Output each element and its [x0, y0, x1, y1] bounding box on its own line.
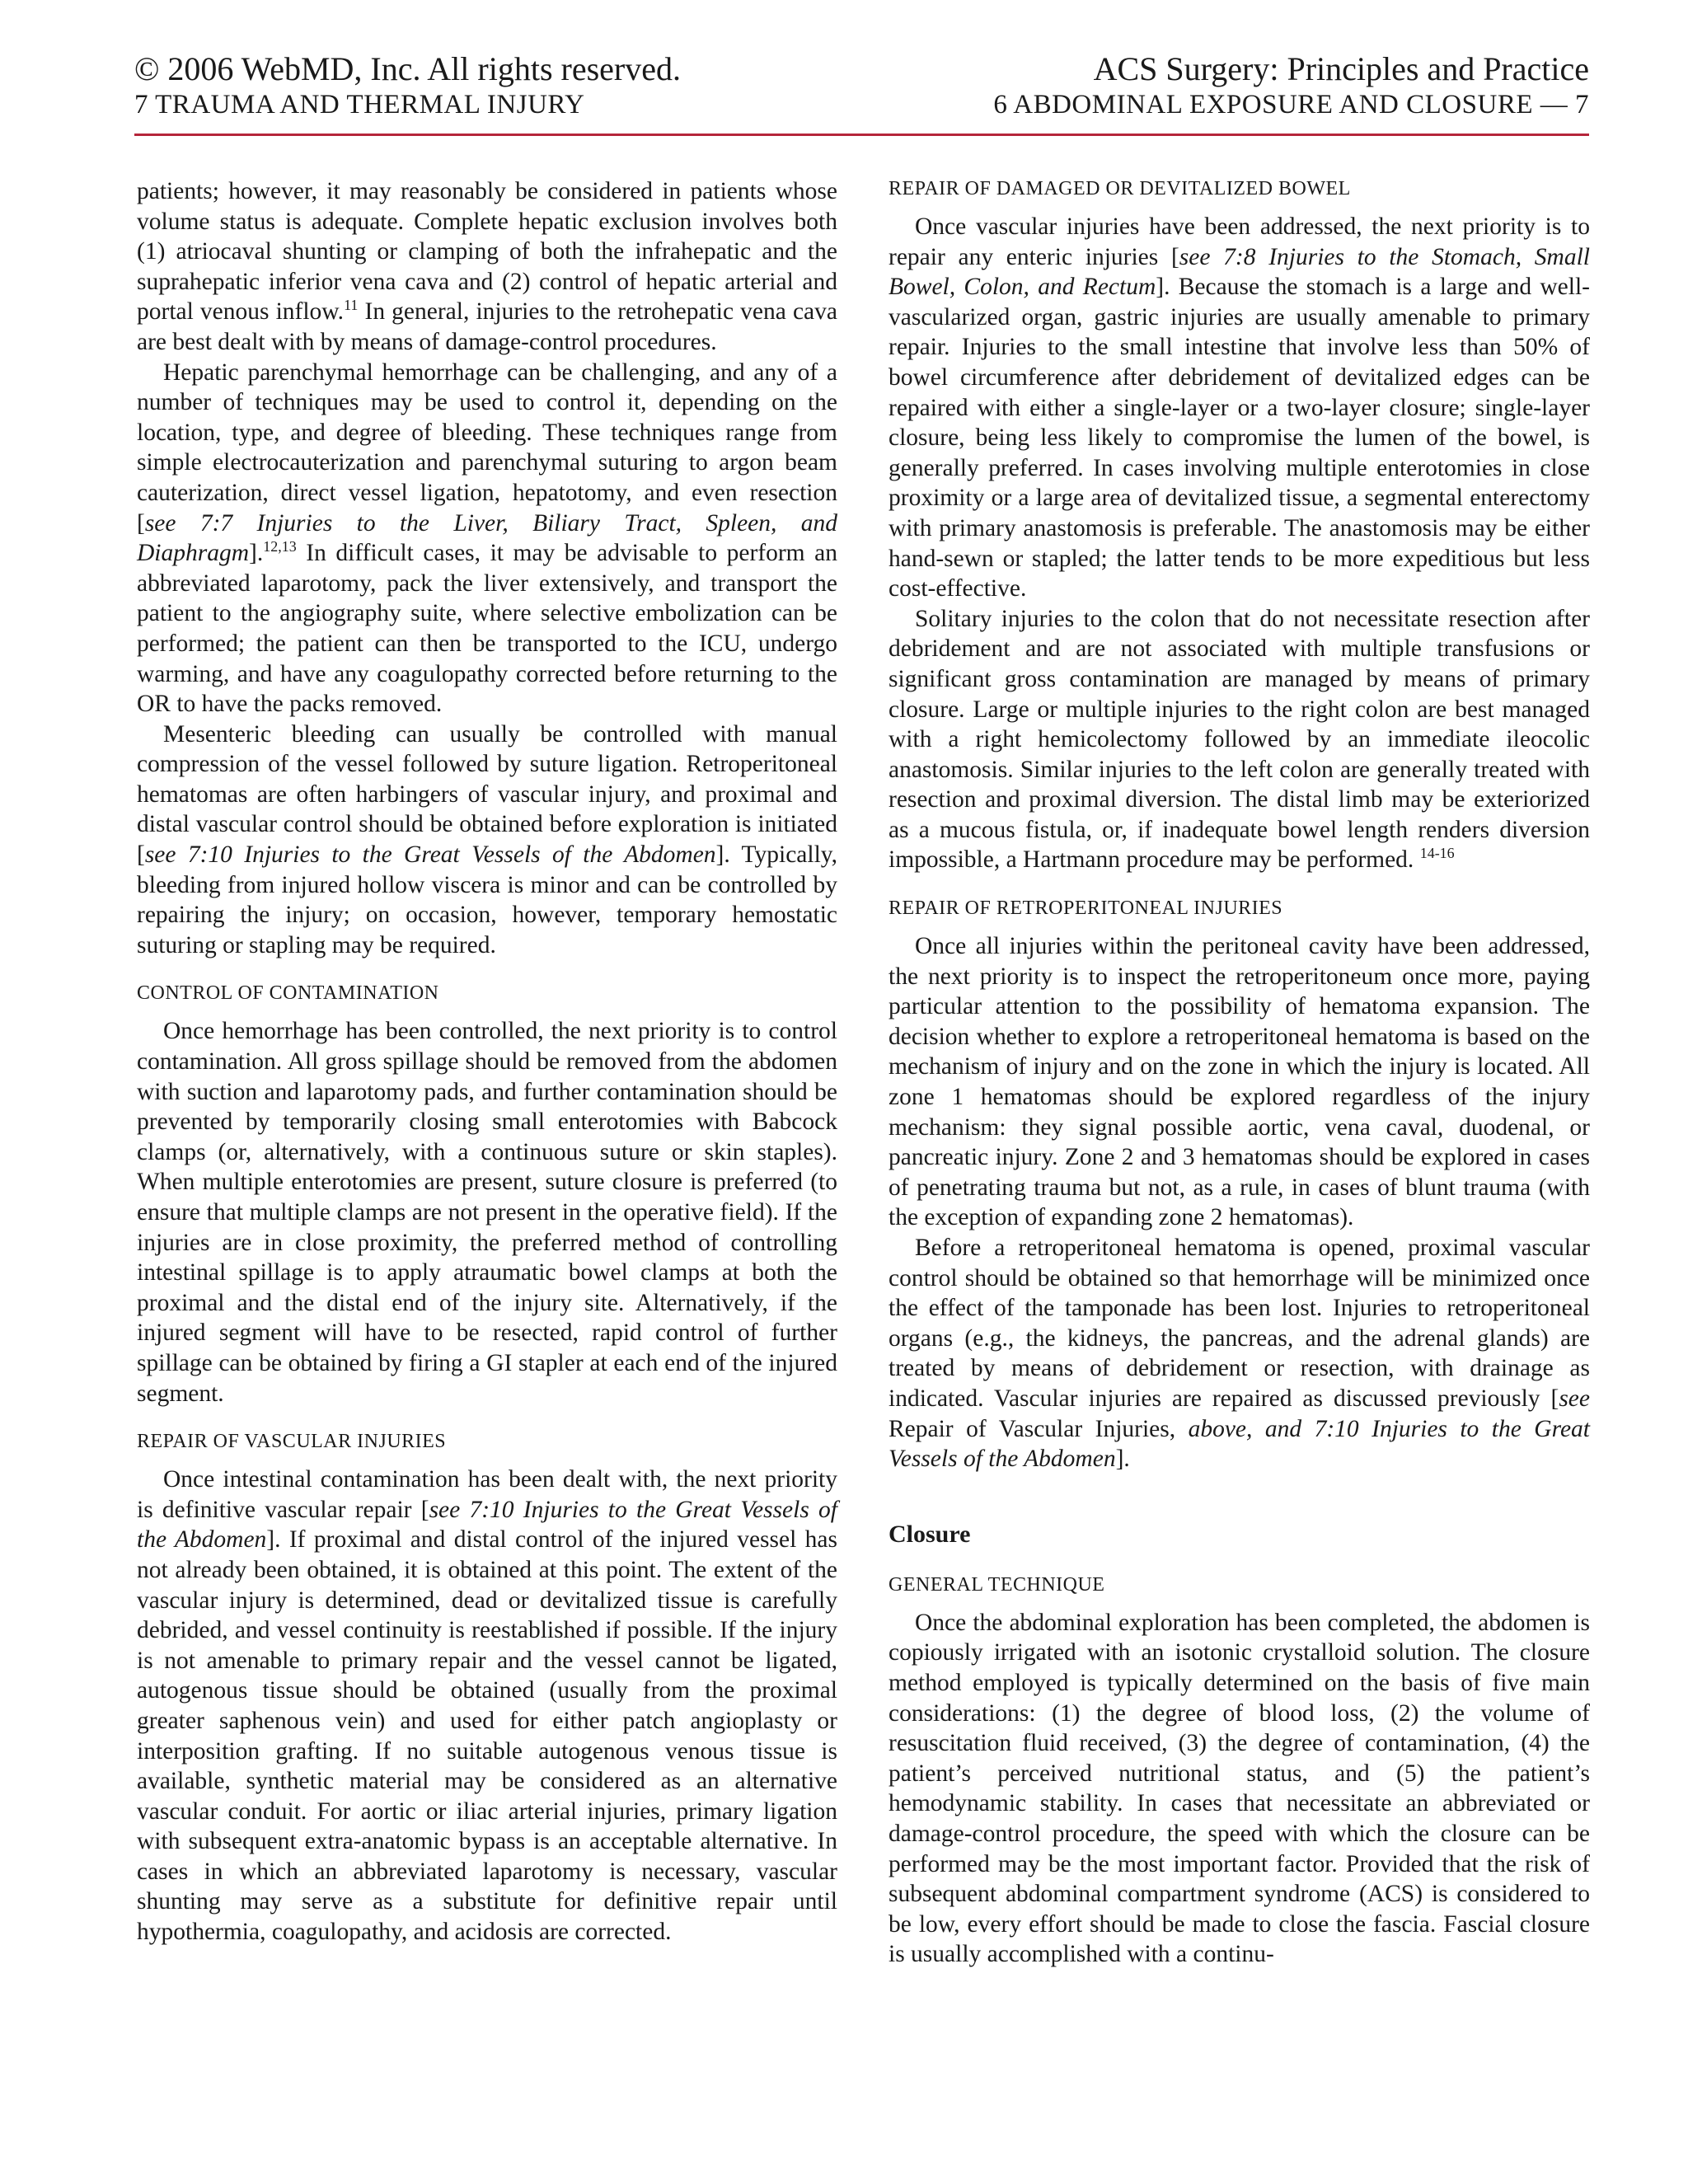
header-left: [134, 51, 681, 122]
paragraph: Mesenteric bleeding can usually be controlled with manual compression of the vessel followed by suture ligation. Retroperitoneal hematomas are often harbingers of vascular injury, and proximal and distal vascular control should be obtained before exploration is initiated [see 7:10 Injuries to the Great Vessels of the Abdomen]. Typically, bleeding from injured hollow viscera is minor and can be controlled by repairing the injury; on occasion, however, temporary hemostatic suturing or stapling may be required.: [137, 720, 837, 958]
citation: 14-16: [1419, 845, 1455, 862]
section-title: 6 ABDOMINAL EXPOSURE AND CLOSURE — 7: [993, 90, 1589, 120]
section-heading: REPAIR OF DAMAGED OR DEVITALIZED BOWEL: [889, 178, 1351, 199]
paragraph: Once the abdominal exploration has been completed, the abdomen is copiously irrigated with an isotonic crystalloid solution. The closure method employed is typically determined on the basis of five main considerations: (1) the degree of blood loss, (2) the volume of resuscitation fluid received, (3) the degree of contamination, (4) the patient’s perceived nutritional status, and (5) the patient’s hemodynamic stability. In cases that necessitate an abbreviated or damage-control procedure, the speed with which the closure can be performed may be the most important factor. Provided that the risk of subsequent abdominal compartment syndrome (ACS) is considered to be low, every effort should be made to close the fascia. Fascial closure is usually accomplished with a continu-: [889, 1609, 1590, 1968]
paragraph: Once vascular injuries have been addressed, the next priority is to repair any enteric injuries [see 7:8 Injuries to the Stomach, Small Bowel, Colon, and Rectum]. Because the stomach is a large and well-vascularized organ, gastric injuries are usually amenable to primary repair. Injuries to the small intestine that involve less than 50% of bowel circumference after debridement of devitalized edges can be repaired with either a single-layer or a two-layer closure; single-layer closure, being less likely to compromise the lumen of the bowel, is generally preferred. In cases involving multiple enterotomies in close proximity or a large area of devitalized tissue, a segmental enterectomy with primary anastomosis is preferable. The anastomosis may be either hand-sewn or stapled; the latter tends to be more expeditious but less cost-effective.: [889, 213, 1590, 602]
paragraph: Once all injuries within the peritoneal cavity have been addressed, the next priority is to inspect the retroperitoneum once more, paying particular attention to the possibility of hematoma expansion. The decision whether to explore a retroperitoneal hematoma is based on the mechanism of injury and on the zone in which the injury is located. All zone 1 hematomas should be explored regardless of the injury mechanism: they signal possible aortic, vena caval, duodenal, or pancreatic injury. Zone 2 and 3 hematomas should be explored in cases of penetrating trauma but not, as a rule, in cases of blunt trauma (with the exception of expanding zone 2 hematomas).: [889, 933, 1590, 1231]
header-right: [993, 51, 1589, 122]
paragraph: patients; however, it may reasonably be considered in patients whose volume status is adequate. Complete hepatic exclusion involves both (1) atriocaval shunting or clamping of both the infrahepatic and the suprahepatic inferior vena cava and (2) control of hepatic arterial and portal venous inflow.$^{11}$ In general, injuries to the retrohepatic vena cava are best dealt with by means of damage-control procedures.: [137, 178, 837, 355]
section-heading: REPAIR OF VASCULAR INJURIES: [137, 1431, 447, 1453]
right-column: [889, 176, 1590, 1970]
left-column: [137, 176, 837, 1947]
paragraph: Once hemorrhage has been controlled, the next priority is to control contamination. All gross spillage should be removed from the abdomen with suction and laparotomy pads, and further contamination should be prevented by temporarily closing small enterotomies with Babcock clamps (or, alternatively, with a continuous suture or skin staples). When multiple enterotomies are present, suture closure is preferred (to ensure that multiple clamps are not present in the operative field). If the injuries are in close proximity, the preferred method of controlling intestinal spillage is to apply atraumatic bowel clamps at both the proximal and the distal end of the injury site. Alternatively, if the injured segment will have to be resected, rapid control of further spillage can be obtained by firing a GI stapler at each end of the injured segment.: [137, 1018, 837, 1407]
section-heading: GENERAL TECHNIQUE: [889, 1573, 1105, 1596]
cross-reference: see 7:8 Injuries to the Stomach, Small Bowel, Colon, and Rectum: [889, 243, 1590, 301]
paragraph: Before a retroperitoneal hematoma is opened, proximal vascular control should be obtained so that hemorrhage will be minimized once the effect of the tamponade has been lost. Injuries to retroperitoneal organs (e.g., the kidneys, the pancreas, and the adrenal glands) are treated by means of debridement or resection, with drainage as indicated. Vascular injuries are repaired as discussed previously [see Repair of Vascular Injuries, above, and 7:10 Injuries to the Great Vessels of the Abdomen].: [889, 1235, 1590, 1473]
cross-reference: see 7:10 Injuries to the Great Vessels of the Abdomen: [144, 841, 716, 869]
book-title: ACS Surgery: Principles and Practice: [1093, 50, 1589, 87]
cross-reference: see 7:10 Injuries to the Great Vessels of the Abdomen: [137, 1496, 838, 1554]
paragraph: Solitary injuries to the colon that do not necessitate resection after debridement and are not associated with multiple transfusions or significant gross contamination are managed by means of primary closure. Large or multiple injuries to the right colon are best managed with a right hemicolectomy followed by an immediate ileocolic anastomosis. Similar injuries to the left colon are generally treated with resection and proximal diversion. The distal limb may be exteriorized as a mucous fistula, or, if inadequate bowel length renders diversion impossible, a Hartmann procedure may be performed. $^{14-16}$: [889, 605, 1590, 874]
citation: 11: [344, 297, 359, 314]
major-heading: Closure: [889, 1520, 971, 1548]
cross-reference: see: [1559, 1385, 1590, 1412]
paragraph: Hepatic parenchymal hemorrhage can be challenging, and any of a number of techniques may be used to control it, depending on the location, type, and degree of bleeding. These techniques range from simple electrocauterization and parenchymal suturing to argon beam cauterization, direct vessel ligation, hepatotomy, and even resection [see 7:7 Injuries to the Liver, Biliary Tract, Spleen, and Diaphragm].$^{12,13}$ In difficult cases, it may be advisable to perform an abbreviated laparotomy, pack the liver extensively, and transport the patient to the angiography suite, where selective embolization can be performed; the patient can then be transported to the ICU, undergo warming, and have any coagulopathy corrected before returning to the OR to have the packs removed.: [137, 359, 837, 718]
paragraph: Once intestinal contamination has been dealt with, the next priority is definitive vascular repair [see 7:10 Injuries to the Great Vessels of the Abdomen]. If proximal and distal control of the injured vessel has not already been obtained, it is obtained at this point. The extent of the vascular injury is determined, dead or devitalized tissue is carefully debrided, and vessel continuity is reestablished if possible. If the injury is not amenable to primary repair and the vessel cannot be ligated, autogenous tissue should be obtained (usually from the proximal greater saphenous vein) and used for either patch angioplasty or interposition grafting. If no suitable autogenous venous tissue is available, synthetic material may be considered as an alternative vascular conduit. For aortic or iliac arterial injuries, primary ligation with subsequent extra-anatomic bypass is an acceptable alternative. In cases in which an abbreviated laparotomy is necessary, vascular shunting may serve as a substitute for definitive repair until hypothermia, coagulopathy, and acidosis are corrected.: [137, 1466, 838, 1946]
section-heading: REPAIR OF RETROPERITONEAL INJURIES: [889, 898, 1283, 920]
chapter-title: 7 TRAUMA AND THERMAL INJURY: [134, 90, 585, 120]
page-header: [134, 51, 1589, 134]
section-heading: CONTROL OF CONTAMINATION: [137, 982, 439, 1005]
header-rule: [134, 134, 1589, 136]
copyright-line: © 2006 WebMD, Inc. All rights reserved.: [134, 50, 681, 87]
citation: 12,13: [263, 538, 297, 555]
cross-reference: above, and 7:10 Injuries to the Great Vessels of the Abdomen: [889, 1415, 1590, 1473]
cross-reference: see 7:7 Injuries to the Liver, Biliary Tract, Spleen, and Diaphragm: [137, 509, 837, 567]
